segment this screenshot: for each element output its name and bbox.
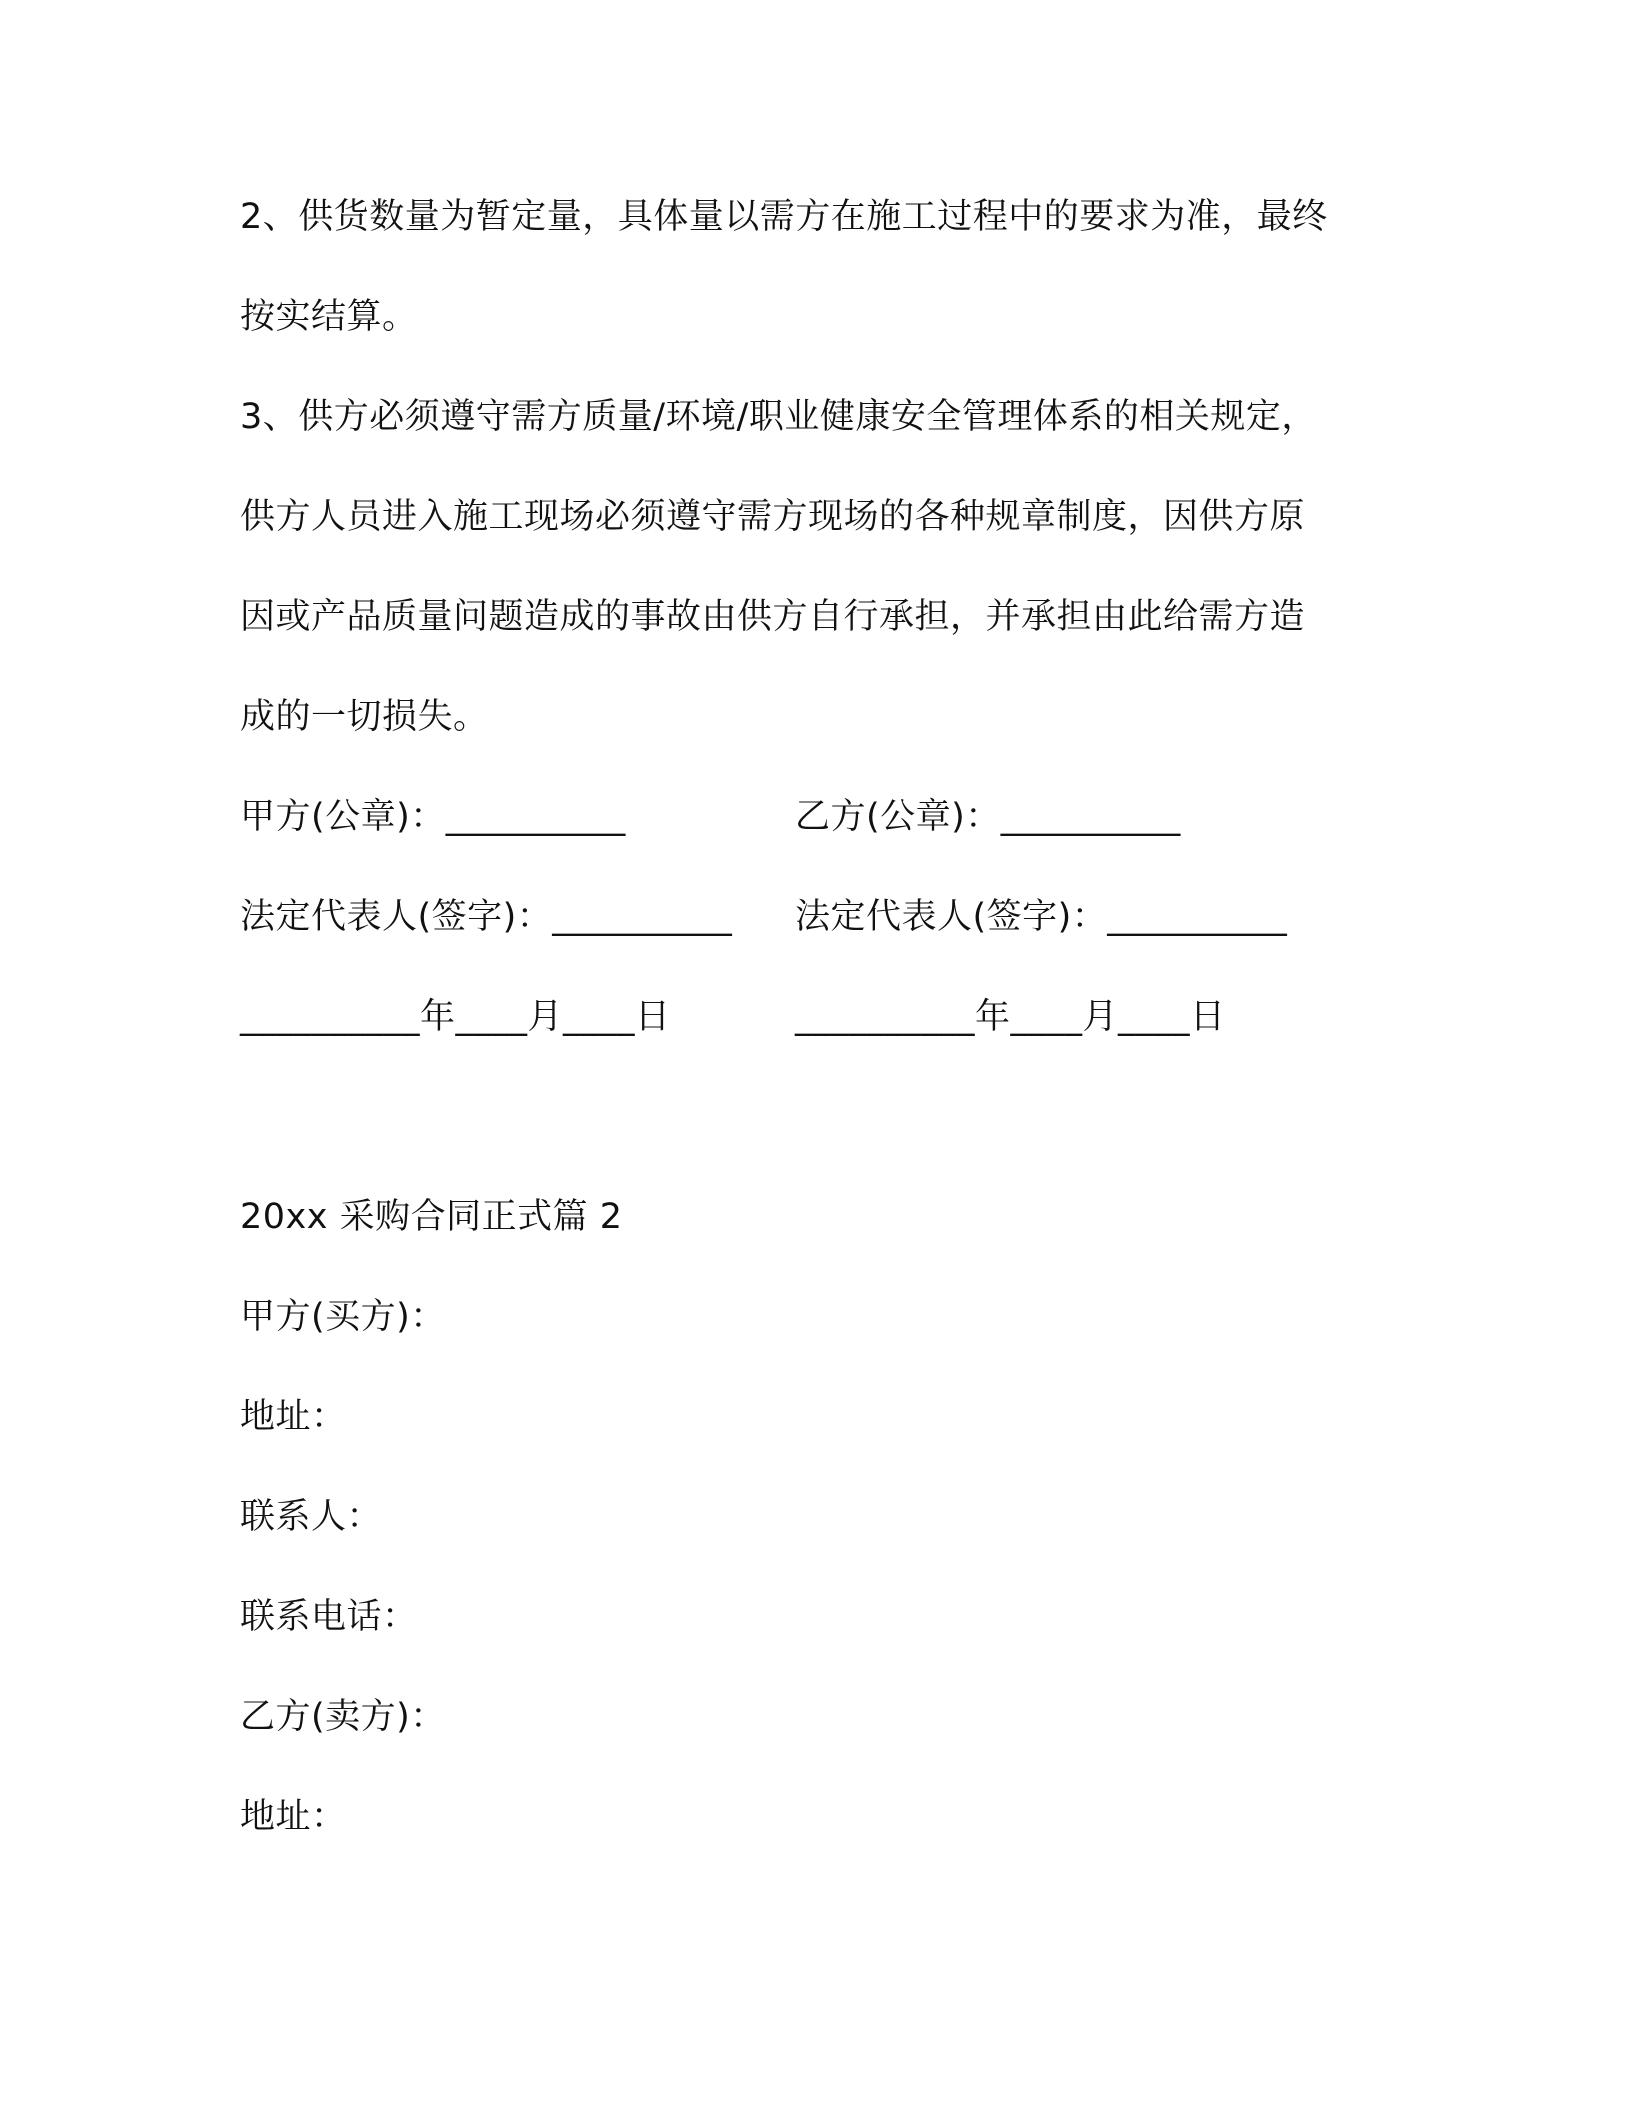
seller-label: 乙方(卖方)： [240,1697,446,1737]
buyer-label: 甲方(买方)： [240,1297,446,1337]
clause-2-line-1: 2、供货数量为暂定量，具体量以需方在施工过程中的要求为准，最终 [240,197,1328,237]
clause-3-line-3: 因或产品质量问题造成的事故由供方自行承担，并承担由此给需方造 [240,597,1306,637]
clause-2-line-2: 按实结算。 [240,297,418,337]
party-a-date-field: __________年____月____日 [240,997,671,1037]
clause-3-line-2: 供方人员进入施工现场必须遵守需方现场的各种规章制度，因供方原 [240,497,1306,537]
clause-3-line-4: 成的一切损失。 [240,697,489,737]
clause-3-line-1: 3、供方必须遵守需方质量/环境/职业健康安全管理体系的相关规定， [240,397,1317,437]
party-b-seal-field: 乙方(公章)：__________ [795,797,1181,837]
section-2-heading: 20xx 采购合同正式篇 2 [240,1197,623,1237]
buyer-address-label: 地址： [240,1397,347,1437]
party-b-date-field: __________年____月____日 [795,997,1226,1037]
buyer-contact-label: 联系人： [240,1497,383,1537]
seller-address-label: 地址： [240,1797,347,1837]
party-a-representative-field: 法定代表人(签字)：__________ [240,897,733,937]
party-b-representative-field: 法定代表人(签字)：__________ [795,897,1288,937]
party-a-seal-field: 甲方(公章)：__________ [240,797,626,837]
buyer-phone-label: 联系电话： [240,1597,418,1637]
